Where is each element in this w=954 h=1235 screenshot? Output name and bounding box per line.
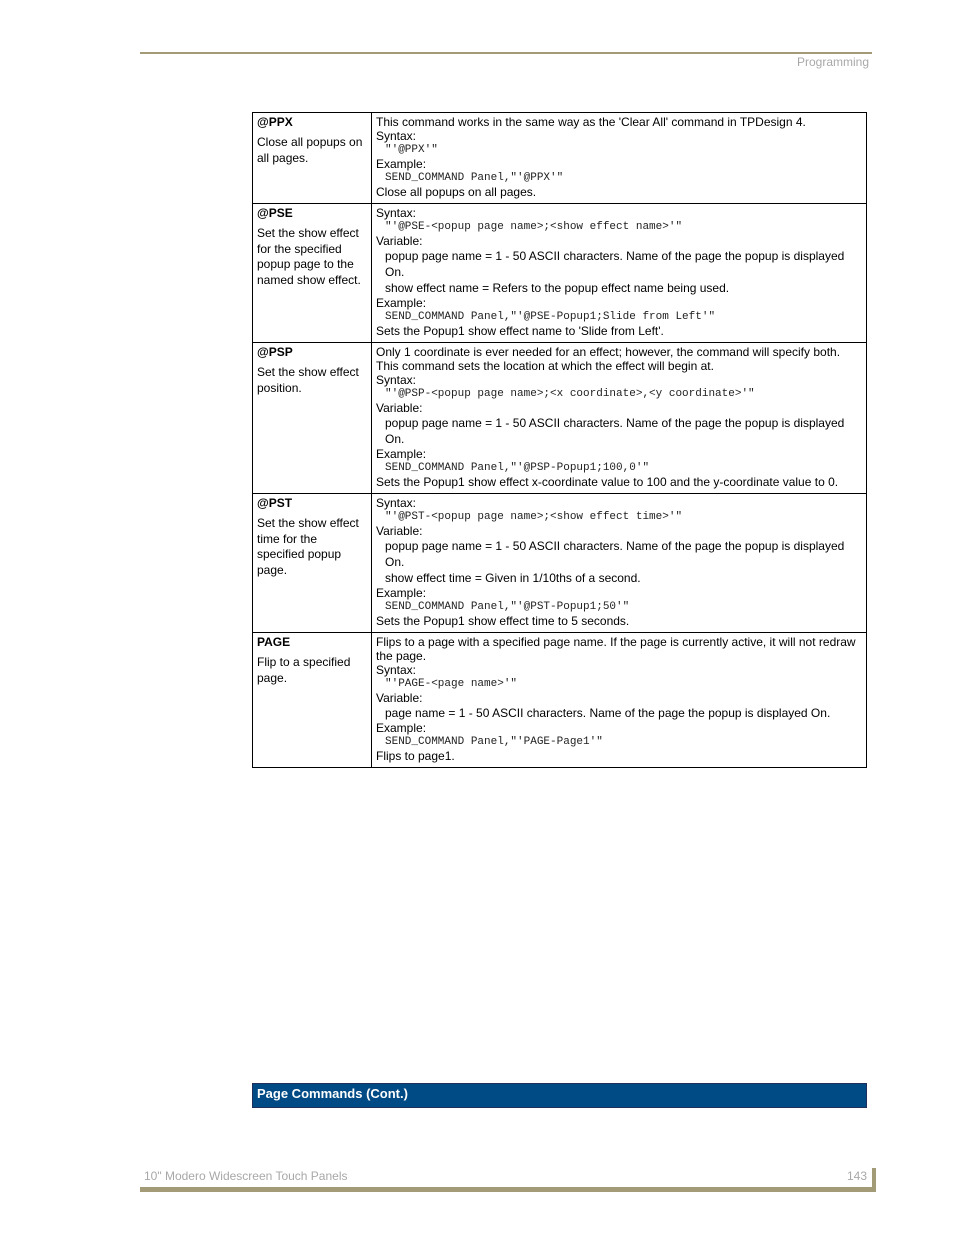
command-summary: Flip to a specified page. xyxy=(257,655,351,685)
command-name: @PSE xyxy=(257,206,293,220)
command-row xyxy=(253,204,867,343)
code-sample: "'@PSP-<popup page name>;<x coordinate>,<y coordinate>'" xyxy=(385,388,755,400)
code-sample: "'PAGE-<page name>'" xyxy=(385,678,518,690)
command-name-cell xyxy=(253,633,372,768)
description-text: Syntax: xyxy=(376,206,417,220)
section-banner xyxy=(252,1083,867,1108)
section-label: Variable: xyxy=(376,691,423,705)
section-label: Example: xyxy=(376,586,427,600)
code-sample: SEND_COMMAND Panel,"'@PST-Popup1;50'" xyxy=(385,601,630,613)
code-sample: SEND_COMMAND Panel,"'@PSP-Popup1;100,0'" xyxy=(385,462,650,474)
command-name-cell xyxy=(253,113,372,204)
command-row xyxy=(253,633,867,768)
command-table xyxy=(252,112,867,768)
command-summary: Set the show effect for the specified popup page to the named show effect. xyxy=(257,226,361,287)
command-name-cell xyxy=(253,204,372,343)
command-table-body xyxy=(253,113,867,768)
footer-rule xyxy=(140,1187,876,1192)
code-sample: "'@PPX'" xyxy=(385,144,438,156)
command-summary: Set the show effect position. xyxy=(257,365,359,395)
footer-document-title: 10" Modero Widescreen Touch Panels xyxy=(144,1169,348,1183)
description-text: Flips to a page with a specified page name. If the page is currently active, it will not redraw the page. xyxy=(376,635,856,663)
header-section-title: Programming xyxy=(796,55,869,69)
section-label: Variable: xyxy=(376,234,423,248)
description-text: Only 1 coordinate is ever needed for an effect; however, the command will specify both. This command sets the location at which the effect will begin at. xyxy=(376,345,841,373)
section-label: Example: xyxy=(376,721,427,735)
command-name: @PST xyxy=(257,496,293,510)
result-text: Flips to page1. xyxy=(376,749,455,763)
command-name: @PSP xyxy=(257,345,293,359)
section-label: Syntax: xyxy=(376,373,417,387)
section-label: Syntax: xyxy=(376,663,417,677)
variable-description: show effect time = Given in 1/10ths of a second. xyxy=(385,571,641,585)
code-sample: SEND_COMMAND Panel,"'PAGE-Page1'" xyxy=(385,736,603,748)
command-row xyxy=(253,494,867,633)
code-sample: "'@PST-<popup page name>;<show effect time>'" xyxy=(385,511,683,523)
command-name-cell xyxy=(253,343,372,494)
command-name: PAGE xyxy=(257,635,291,649)
description-text: Syntax: xyxy=(376,496,417,510)
section-label: Example: xyxy=(376,447,427,461)
variable-description: show effect name = Refers to the popup effect name being used. xyxy=(385,281,730,295)
description-text: This command works in the same way as the 'Clear All' command in TPDesign 4. xyxy=(376,115,806,129)
command-description-cell xyxy=(372,204,867,343)
variable-description: page name = 1 - 50 ASCII characters. Name of the page the popup is displayed On. xyxy=(385,706,831,720)
command-description-cell xyxy=(372,633,867,768)
footer-page-number: 143 xyxy=(847,1169,868,1183)
command-description-cell xyxy=(372,494,867,633)
command-description-cell xyxy=(372,343,867,494)
header-rule xyxy=(140,52,872,54)
code-sample: SEND_COMMAND Panel,"'@PSE-Popup1;Slide from Left'" xyxy=(385,311,716,323)
section-label: Example: xyxy=(376,296,427,310)
variable-description: popup page name = 1 - 50 ASCII characters. Name of the page the popup is displayed On. xyxy=(385,539,845,569)
code-sample: SEND_COMMAND Panel,"'@PPX'" xyxy=(385,172,564,184)
variable-description: popup page name = 1 - 50 ASCII characters. Name of the page the popup is displayed On. xyxy=(385,249,845,279)
section-label: Variable: xyxy=(376,524,423,538)
command-row xyxy=(253,113,867,204)
result-text: Sets the Popup1 show effect x-coordinate value to 100 and the y-coordinate value to 0. xyxy=(376,475,839,489)
result-text: Sets the Popup1 show effect time to 5 seconds. xyxy=(376,614,630,628)
result-text: Sets the Popup1 show effect name to 'Slide from Left'. xyxy=(376,324,664,338)
section-banner-title: Page Commands (Cont.) xyxy=(257,1086,408,1101)
section-label: Variable: xyxy=(376,401,423,415)
variable-description: popup page name = 1 - 50 ASCII characters. Name of the page the popup is displayed On. xyxy=(385,416,845,446)
command-name: @PPX xyxy=(257,115,293,129)
section-label: Syntax: xyxy=(376,129,417,143)
command-name-cell xyxy=(253,494,372,633)
code-sample: "'@PSE-<popup page name>;<show effect name>'" xyxy=(385,221,683,233)
command-row xyxy=(253,343,867,494)
command-summary: Close all popups on all pages. xyxy=(257,135,363,165)
section-label: Example: xyxy=(376,157,427,171)
command-description-cell xyxy=(372,113,867,204)
command-summary: Set the show effect time for the specified popup page. xyxy=(257,516,359,577)
result-text: Close all popups on all pages. xyxy=(376,185,537,199)
